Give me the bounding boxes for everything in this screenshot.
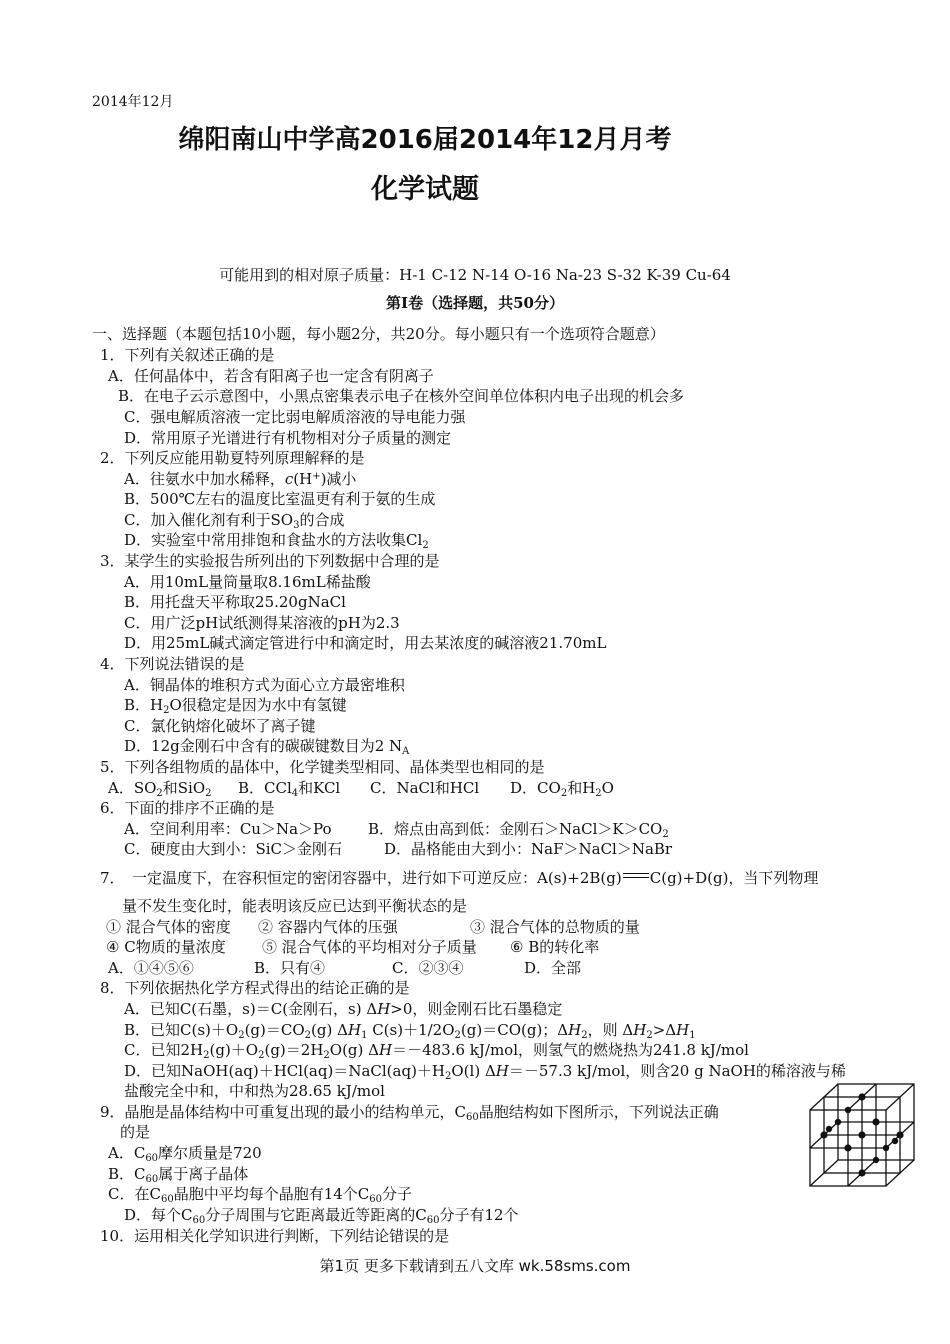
- q5-option-a: A．$SO_2$和SiO$_2$: [108, 779, 212, 799]
- q7-option-c: C．②③④: [392, 959, 464, 977]
- q7-condition-3: ③ 混合气体的总物质的量: [470, 918, 640, 936]
- q1-option-c: C．强电解质溶液一定比弱电解质溶液的导电能力强: [124, 408, 466, 426]
- q2-option-d: D．实验室中常用排饱和食盐水的方法收集$Cl_2$: [124, 531, 429, 551]
- q6-stem: 6．下面的排序不正确的是: [100, 799, 275, 817]
- q6-option-c: C．硬度由大到小：SiC＞金刚石: [124, 840, 343, 858]
- q7-condition-6: ⑥ B的转化率: [510, 938, 600, 956]
- q7-option-a: A．①④⑤⑥: [108, 959, 194, 977]
- q8-option-d-line2: 盐酸完全中和，中和热为28.65 kJ/mol: [124, 1082, 385, 1100]
- exam-title: 绵阳南山中学高2016届2014年12月月考: [178, 125, 672, 155]
- q7-condition-4: ④ C物质的量浓度: [106, 938, 226, 956]
- q1-stem: 1．下列有关叙述正确的是: [100, 346, 275, 364]
- c60-unit-cell-figure: [806, 1080, 918, 1190]
- q5-option-b: B．CCl$_4$和KCl: [238, 779, 341, 799]
- q1-option-b: B．在电子云示意图中，小黑点密集表示电子在核外空间单位体积内电子出现的机会多: [118, 387, 685, 405]
- q2-option-c: C．加入催化剂有利于$SO_3$的合成: [124, 511, 345, 531]
- q7-option-b: B．只有④: [254, 959, 326, 977]
- q8-option-a: A．已知C(石墨，s)＝C(金刚石，s) ΔH>0，则金刚石比石墨稳定: [124, 1000, 563, 1018]
- q8-stem: 8．下列依据热化学方程式得出的结论正确的是: [100, 979, 410, 997]
- q8-option-c: C．已知$2H_2(g)+O_2(g)=2H_2O(g)$ ΔH＝－483.6 kJ/mol，则氢气的燃烧热为241.8 kJ/mol: [124, 1041, 749, 1061]
- exam-subject-title: 化学试题: [371, 174, 479, 205]
- q9-option-c: C．在$C_{60}$晶胞中平均每个晶胞有14个$C_{60}$分子: [108, 1185, 413, 1205]
- q5-stem: 5．下列各组物质的晶体中，化学键类型相同、晶体类型也相同的是: [100, 758, 545, 776]
- q7-stem-line1: 7． 一定温度下，在容积恒定的密闭容器中，进行如下可逆反应：A(s)+2B(g) C(g)+D(g)，当下列物理: [100, 869, 819, 887]
- q6-option-b: B．熔点由高到低：金刚石$>NaCl>K>CO_2$: [368, 820, 669, 840]
- q3-option-a: A．用10mL量筒量取8.16mL稀盐酸: [124, 573, 371, 591]
- section-title: 第Ⅰ卷（选择题，共50分）: [386, 294, 564, 312]
- q6-option-a: A．空间利用率：Cu＞Na＞Po: [124, 820, 332, 838]
- q9-stem-line1: 9．晶胞是晶体结构中可重复出现的最小的结构单元，$C_{60}$晶胞结构如下图所示，下列说法正确: [100, 1103, 719, 1123]
- q1-option-a: A．任何晶体中，若含有阳离子也一定含有阴离子: [108, 367, 434, 385]
- q3-stem: 3．某学生的实验报告所列出的下列数据中合理的是: [100, 552, 440, 570]
- atomic-masses: 可能用到的相对原子质量：H-1 C-12 N-14 O-16 Na-23 S-32 K-39 Cu-64: [219, 266, 731, 284]
- page-footer: 第1页 更多下载请到五八文库 wk.58sms.com: [319, 1257, 631, 1275]
- q3-option-b: B．用托盘天平称取25.20gNaCl: [124, 593, 346, 611]
- q2-option-a: A．往氨水中加水稀释，c(H+)减小: [124, 470, 357, 488]
- q5-option-d: D．$CO_2$和$H_2O$: [510, 779, 614, 799]
- header-date: 2014年12月: [92, 94, 174, 110]
- q9-option-b: B．$C_{60}$属于离子晶体: [108, 1165, 249, 1185]
- q9-stem-line2: 的是: [120, 1123, 151, 1141]
- q4-option-c: C．氯化钠熔化破坏了离子键: [124, 717, 316, 735]
- q4-option-d: D．12g金刚石中含有的碳碳键数目为2 $N_A$: [124, 737, 410, 757]
- q9-option-a: A．$C_{60}$摩尔质量是720: [108, 1144, 262, 1164]
- q7-option-d: D．全部: [524, 959, 582, 977]
- q9-option-d: D．每个$C_{60}$分子周围与它距离最近等距离的$C_{60}$分子有12个: [124, 1206, 519, 1226]
- q8-option-b: B．已知$C(s)+O_2(g)=CO_2(g)$ $\Delta H_1$ $C(s)+1/2O_2(g)=CO(g)$；$\Delta H_2$，则 $\Delta H_2>\Delta H_1$: [124, 1021, 696, 1041]
- q10-stem: 10．运用相关化学知识进行判断，下列结论错误的是: [100, 1227, 450, 1245]
- part1-intro: 一、选择题（本题包括10小题，每小题2分，共20分。每小题只有一个选项符合题意）: [92, 325, 665, 343]
- q7-condition-2: ② 容器内气体的压强: [258, 918, 398, 936]
- q1-option-d: D．常用原子光谱进行有机物相对分子质量的测定: [124, 429, 452, 447]
- q3-option-d: D．用25mL碱式滴定管进行中和滴定时，用去某浓度的碱溶液21.70mL: [124, 634, 607, 652]
- q2-option-b: B．500℃左右的温度比室温更有利于氨的生成: [124, 490, 436, 508]
- q3-option-c: C．用广泛pH试纸测得某溶液的pH为2.3: [124, 614, 400, 632]
- q8-option-d: D．已知$NaOH(aq)+HCl(aq)=NaCl(aq)+H_2O(l)$ ΔH＝－57.3 kJ/mol，则含20 g NaOH的稀溶液与稀: [124, 1062, 846, 1082]
- q6-option-d: D．晶格能由大到小：NaF＞NaCl＞NaBr: [384, 840, 673, 858]
- q7-condition-1: ① 混合气体的密度: [106, 918, 231, 936]
- q5-option-c: C．NaCl和HCl: [370, 779, 480, 797]
- q2-stem: 2．下列反应能用勒夏特列原理解释的是: [100, 449, 365, 467]
- equilibrium-arrow-icon: [622, 871, 650, 881]
- q4-option-b: B．$H_2O$很稳定是因为水中有氢键: [124, 696, 347, 716]
- q4-option-a: A．铜晶体的堆积方式为面心立方最密堆积: [124, 676, 405, 694]
- q7-condition-5: ⑤ 混合气体的平均相对分子质量: [262, 938, 477, 956]
- q7-stem-line2: 量不发生变化时，能表明该反应已达到平衡状态的是: [122, 897, 468, 915]
- q4-stem: 4．下列说法错误的是: [100, 655, 245, 673]
